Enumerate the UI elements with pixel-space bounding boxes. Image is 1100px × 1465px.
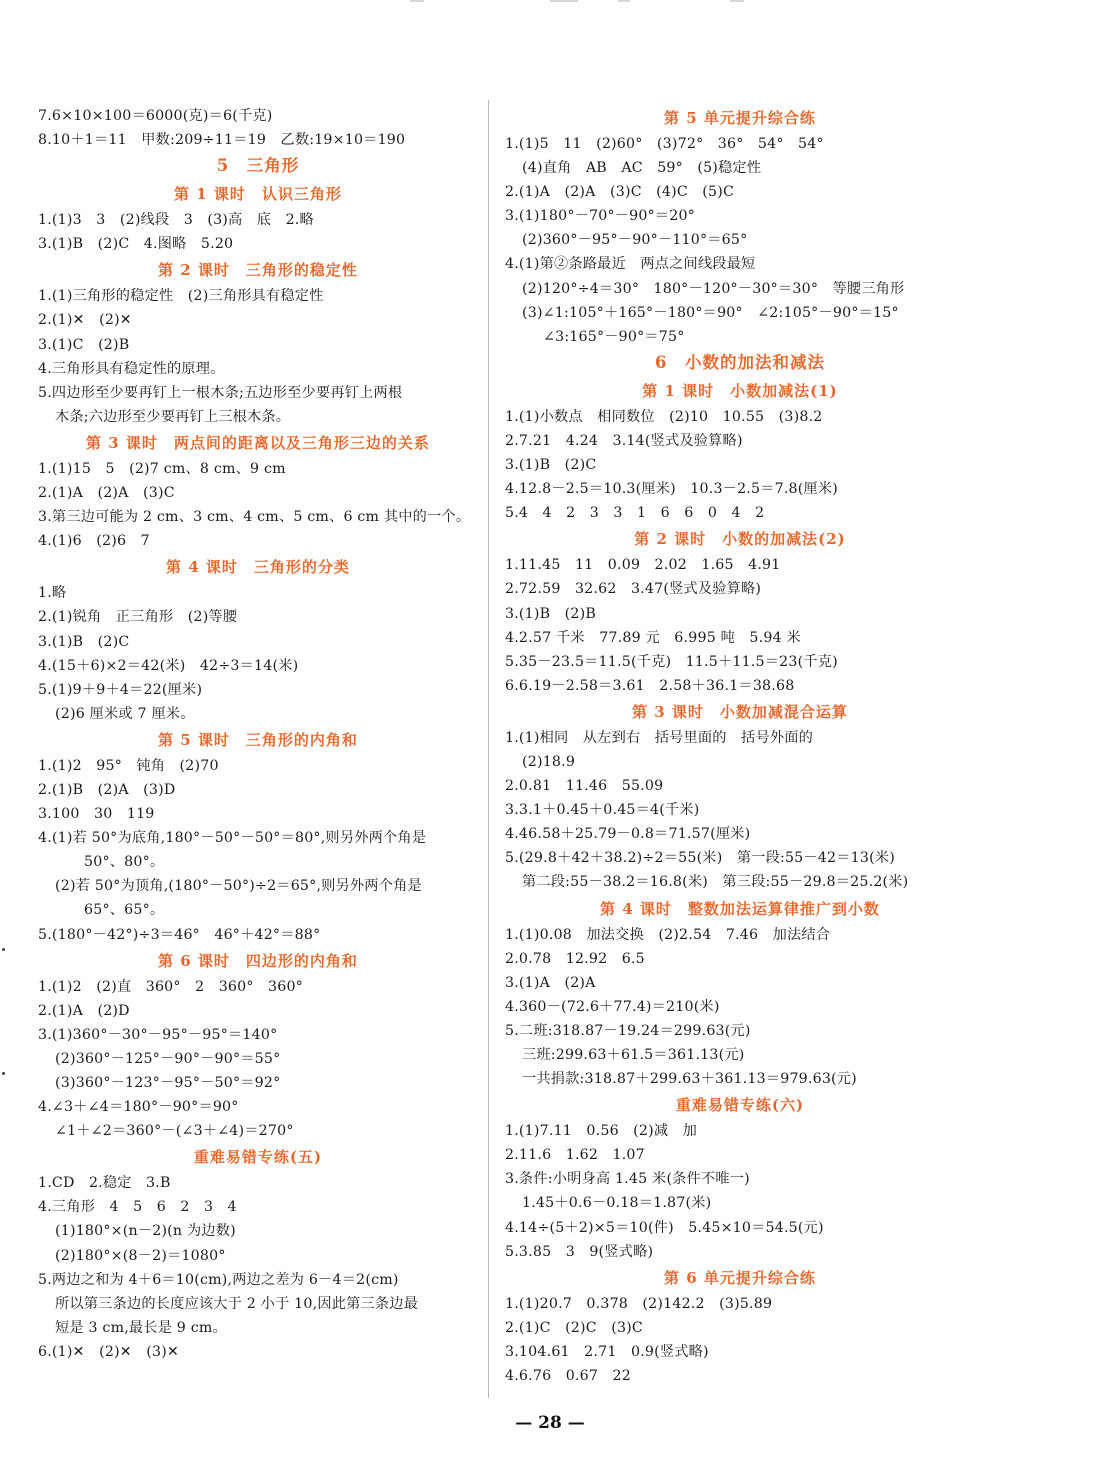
answer-line: 5.4 4 2 3 3 1 6 6 0 4 2 bbox=[505, 505, 765, 522]
answer-line: 6.(1)✕ (2)✕ (3)✕ bbox=[38, 1343, 180, 1360]
answer-line: 2.0.78 12.92 6.5 bbox=[505, 950, 645, 967]
answer-line: 2.(1)A (2)A (3)C (4)C (5)C bbox=[505, 184, 735, 201]
answer-line: 3.3.1＋0.45＋0.45＝4(千米) bbox=[505, 802, 700, 819]
answer-line: ∠1＋∠2＝360°－(∠3＋∠4)＝270° bbox=[55, 1123, 294, 1140]
answer-line: 1.(1)3 3 (2)线段 3 (3)高 底 2.略 bbox=[38, 212, 314, 229]
answer-line: 2.(1)✕ (2)✕ bbox=[38, 312, 132, 329]
top-edge-marks bbox=[400, 0, 760, 6]
answer-line: 5.四边形至少要再钉上一根木条;五边形至少要再钉上两根 bbox=[38, 384, 403, 401]
answer-line: 5.35－23.5＝11.5(千克) 11.5＋11.5＝23(千克) bbox=[505, 653, 838, 670]
answer-line: (2)120°÷4＝30° 180°－120°－30°＝30° 等腰三角形 bbox=[522, 280, 905, 297]
answer-line: 3.第三边可能为 2 cm、3 cm、4 cm、5 cm、6 cm 其中的一个。 bbox=[38, 509, 471, 526]
answer-line: 3.(1)B (2)B bbox=[505, 605, 596, 622]
section-heading: 第 2 课时 三角形的稳定性 bbox=[158, 261, 358, 280]
answer-line: 2.(1)A (2)A (3)C bbox=[38, 485, 175, 502]
answer-line: 2.(1)B (2)A (3)D bbox=[38, 781, 176, 798]
answer-line: 1.(1)5 11 (2)60° (3)72° 36° 54° 54° bbox=[505, 136, 824, 152]
section-heading: 第 5 课时 三角形的内角和 bbox=[158, 730, 358, 749]
section-heading: 第 6 单元提升综合练 bbox=[664, 1268, 816, 1287]
answer-line: 4.(1)第②条路最近 两点之间线段最短 bbox=[505, 256, 756, 273]
section-heading: 第 4 课时 整数加法运算律推广到小数 bbox=[600, 899, 880, 918]
section-heading: 重难易错专练(六) bbox=[675, 1096, 805, 1115]
answer-line: 所以第三条边的长度应该大于 2 小于 10,因此第三条边最 bbox=[55, 1295, 419, 1312]
answer-line: 2.0.81 11.46 55.09 bbox=[505, 778, 664, 795]
answer-line: 3.(1)B (2)C bbox=[505, 457, 597, 474]
section-heading: 第 4 课时 三角形的分类 bbox=[166, 558, 350, 577]
left-column bbox=[38, 104, 478, 1364]
margin-dot bbox=[2, 948, 5, 951]
answer-line: (2)360°－125°－90°－90°＝55° bbox=[55, 1050, 281, 1067]
answer-line: 3.104.61 2.71 0.9(竖式略) bbox=[505, 1343, 709, 1360]
column-divider bbox=[488, 100, 489, 1398]
answer-line: 3.(1)180°－70°－90°＝20° bbox=[505, 208, 696, 225]
answer-line: 4.三角形 4 5 6 2 3 4 bbox=[38, 1199, 237, 1216]
answer-line: 1.(1)0.08 加法交换 (2)2.54 7.46 加法结合 bbox=[505, 926, 831, 943]
section-heading: 6 小数的加法和减法 bbox=[655, 352, 825, 372]
answer-line: 1.(1)2 95° 钝角 (2)70 bbox=[38, 757, 219, 774]
section-heading: 第 2 课时 小数的加减法(2) bbox=[634, 530, 846, 549]
answer-line: 2.(1)锐角 正三角形 (2)等腰 bbox=[38, 609, 238, 626]
answer-line: 木条;六边形至少要再钉上三根木条。 bbox=[55, 408, 291, 425]
answer-line: 5.(29.8＋42＋38.2)÷2＝55(米) 第一段:55－42＝13(米) bbox=[505, 850, 895, 867]
answer-line: (2)18.9 bbox=[522, 753, 576, 770]
answer-line: 4.(1)若 50°为底角,180°－50°－50°＝80°,则另外两个角是 bbox=[38, 830, 427, 847]
answer-line: (3)360°－123°－95°－50°＝92° bbox=[55, 1075, 281, 1091]
answer-line: 一共捐款:318.87＋299.63＋361.13＝979.63(元) bbox=[522, 1071, 857, 1088]
answer-line: 3.(1)C (2)B bbox=[38, 336, 130, 353]
answer-line: 三班:299.63＋61.5＝361.13(元) bbox=[522, 1047, 745, 1063]
answer-line: 第二段:55－38.2＝16.8(米) 第三段:55－29.8＝25.2(米) bbox=[522, 874, 909, 891]
answer-line: 5.(180°－42°)÷3＝46° 46°＋42°＝88° bbox=[38, 926, 321, 943]
answer-line: (2)180°×(8－2)＝1080° bbox=[55, 1247, 226, 1264]
answer-line: 5.两边之和为 4＋6＝10(cm),两边之差为 6－4＝2(cm) bbox=[38, 1271, 399, 1288]
answer-line: (2)6 厘米或 7 厘米。 bbox=[55, 705, 195, 722]
answer-line: 1.45＋0.6－0.18＝1.87(米) bbox=[522, 1195, 712, 1212]
answer-line: 1.略 bbox=[38, 585, 67, 602]
section-heading: 第 3 课时 小数加减混合运算 bbox=[632, 702, 848, 721]
answer-line: 1.(1)15 5 (2)7 cm、8 cm、9 cm bbox=[38, 460, 286, 477]
answer-line: 1.(1)2 (2)直 360° 2 360° 360° bbox=[38, 978, 304, 995]
answer-line: 1.CD 2.稳定 3.B bbox=[38, 1175, 171, 1192]
answer-line: (2)360°－95°－90°－110°＝65° bbox=[522, 232, 748, 249]
answer-line: ∠3:165°－90°＝75° bbox=[543, 328, 685, 345]
answer-line: 3.(1)A (2)A bbox=[505, 974, 596, 991]
section-heading: 第 6 课时 四边形的内角和 bbox=[158, 951, 358, 970]
answer-line: 7.6×10×100＝6000(克)＝6(千克) bbox=[38, 108, 273, 124]
answer-line: 4.6.76 0.67 22 bbox=[505, 1368, 631, 1385]
answer-line: 4.14÷(5＋2)×5＝10(件) 5.45×10＝54.5(元) bbox=[505, 1219, 824, 1236]
answer-line: 8.10＋1＝11 甲数:209÷11＝19 乙数:19×10＝190 bbox=[38, 132, 406, 149]
answer-line: 4.三角形具有稳定性的原理。 bbox=[38, 360, 225, 377]
answer-line: 5.3.85 3 9(竖式略) bbox=[505, 1243, 654, 1260]
section-heading: 第 1 课时 小数加减法(1) bbox=[642, 381, 838, 400]
answer-line: 6.6.19－2.58＝3.61 2.58＋36.1＝38.68 bbox=[505, 677, 795, 694]
answer-line: 4.(15＋6)×2＝42(米) 42÷3＝14(米) bbox=[38, 657, 299, 674]
answer-line: 5.(1)9＋9＋4＝22(厘米) bbox=[38, 681, 203, 698]
answer-line: 1.11.45 11 0.09 2.02 1.65 4.91 bbox=[505, 557, 781, 574]
section-heading: 重难易错专练(五) bbox=[193, 1148, 323, 1167]
answer-line: (1)180°×(n－2)(n 为边数) bbox=[55, 1223, 236, 1240]
answer-line: 4.360－(72.6＋77.4)＝210(米) bbox=[505, 998, 720, 1015]
section-heading: 第 1 课时 认识三角形 bbox=[174, 185, 342, 204]
answer-line: 2.7.21 4.24 3.14(竖式及验算略) bbox=[505, 432, 743, 449]
answer-line: 1.(1)20.7 0.378 (2)142.2 (3)5.89 bbox=[505, 1295, 773, 1312]
right-column bbox=[505, 104, 975, 1388]
answer-line: 5.二班:318.87－19.24＝299.63(元) bbox=[505, 1022, 751, 1039]
answer-line: 4.12.8－2.5＝10.3(厘米) 10.3－2.5＝7.8(厘米) bbox=[505, 481, 839, 498]
answer-line: 3.100 30 119 bbox=[38, 806, 155, 823]
answer-line: 4.2.57 千米 77.89 元 6.995 吨 5.94 米 bbox=[505, 629, 801, 646]
section-heading: 5 三角形 bbox=[216, 156, 300, 176]
answer-line: (4)直角 AB AC 59° (5)稳定性 bbox=[522, 160, 762, 177]
answer-line: 4.(1)6 (2)6 7 bbox=[38, 533, 150, 550]
answer-line: 3.(1)B (2)C 4.图略 5.20 bbox=[38, 236, 234, 253]
section-heading: 第 5 单元提升综合练 bbox=[664, 109, 816, 127]
answer-line: 2.72.59 32.62 3.47(竖式及验算略) bbox=[505, 581, 762, 598]
section-heading: 第 3 课时 两点间的距离以及三角形三边的关系 bbox=[86, 433, 430, 452]
answer-line: 3.条件:小明身高 1.45 米(条件不唯一) bbox=[505, 1171, 750, 1188]
answer-line: 短是 3 cm,最长是 9 cm。 bbox=[55, 1319, 227, 1336]
answer-line: 50°、80°。 bbox=[84, 854, 165, 871]
answer-line: 4.∠3＋∠4＝180°－90°＝90° bbox=[38, 1099, 239, 1116]
answer-line: 2.(1)C (2)C (3)C bbox=[505, 1319, 643, 1336]
answer-line: 4.46.58＋25.79－0.8＝71.57(厘米) bbox=[505, 826, 751, 843]
answer-line: 3.(1)360°－30°－95°－95°＝140° bbox=[38, 1026, 278, 1043]
answer-line: 2.11.6 1.62 1.07 bbox=[505, 1147, 645, 1164]
answer-line: 1.(1)相同 从左到右 括号里面的 括号外面的 bbox=[505, 729, 813, 746]
answer-line: 1.(1)小数点 相同数位 (2)10 10.55 (3)8.2 bbox=[505, 408, 823, 425]
answer-line: (3)∠1:105°＋165°－180°＝90° ∠2:105°－90°＝15° bbox=[522, 304, 899, 321]
answer-line: 3.(1)B (2)C bbox=[38, 633, 130, 650]
answer-line: 1.(1)三角形的稳定性 (2)三角形具有稳定性 bbox=[38, 288, 324, 305]
page-number: — 28 — bbox=[515, 1413, 585, 1433]
margin-dot bbox=[2, 1072, 5, 1075]
answer-line: 2.(1)A (2)D bbox=[38, 1002, 130, 1019]
answer-line: 1.(1)7.11 0.56 (2)减 加 bbox=[505, 1123, 698, 1140]
answer-line: (2)若 50°为顶角,(180°－50°)÷2＝65°,则另外两个角是 bbox=[55, 878, 422, 895]
answer-line: 65°、65°。 bbox=[84, 902, 165, 919]
